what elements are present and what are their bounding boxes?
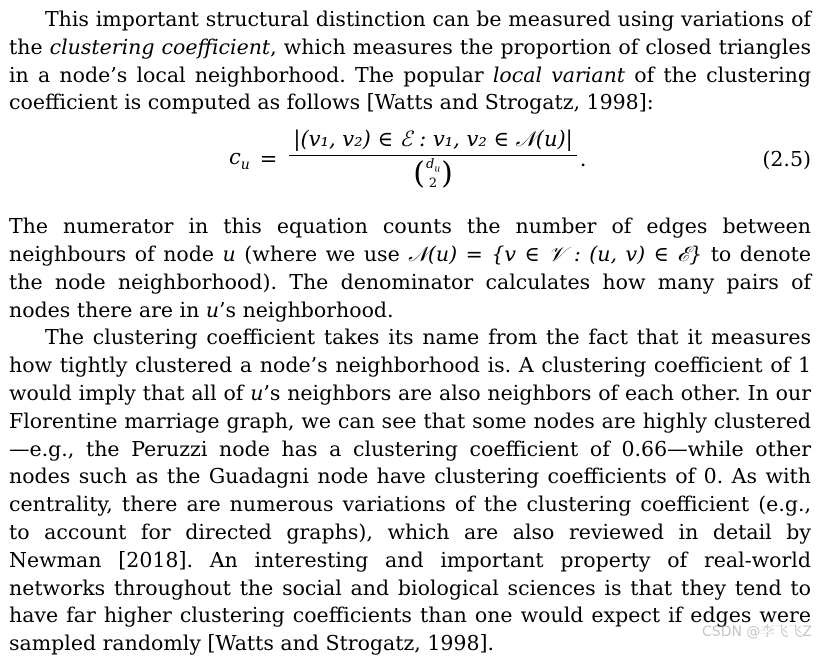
variable-u: u bbox=[205, 297, 220, 322]
equation-numerator: |(v₁, v₂) ∈ ℰ : v₁, v₂ ∈ 𝒩(u)| bbox=[289, 127, 576, 156]
paragraph-numerator-explanation bbox=[9, 213, 811, 324]
equation-2-5 bbox=[9, 119, 811, 211]
paragraph3-text-1: The clustering coefficient takes its name from the fact that it measures how tightly clustered a node’s neighborhood is. A clustering coefficient of 1 would imply that all of bbox=[9, 325, 811, 405]
binomial-bottom: 2 bbox=[428, 175, 438, 191]
paragraph-intro-text-1: This important structural distinction can be measured using variations of the bbox=[9, 7, 811, 59]
binomial-top: d bbox=[426, 157, 435, 173]
variable-u: u bbox=[250, 380, 264, 405]
equation-lhs-symbol: c bbox=[229, 144, 241, 169]
paragraph2-text-4: ’s neighborhood. bbox=[219, 297, 394, 322]
equation-denominator bbox=[413, 156, 453, 191]
equation-number: (2.5) bbox=[762, 147, 811, 172]
equation-lhs-subscript: u bbox=[240, 157, 250, 174]
watermark: CSDN @李飞飞Z bbox=[702, 624, 812, 640]
document-page bbox=[9, 6, 811, 658]
equation-lhs bbox=[229, 145, 250, 173]
paragraph-clustering-discussion bbox=[9, 324, 811, 658]
neighborhood-set-definition: 𝒩(u) = {v ∈ 𝒱 : (u, v) ∈ ℰ} bbox=[408, 241, 703, 266]
paragraph-intro-text-3: of the clustering coefficient is computed as follows [Watts and Strogatz, 1998]: bbox=[9, 62, 811, 115]
paragraph2-text-1: The numerator in this equation counts the number of edges between neighbours of node bbox=[9, 214, 811, 266]
equation-equals: = bbox=[259, 146, 278, 171]
paragraph2-text-2: (where we use bbox=[235, 241, 409, 266]
equation-body bbox=[229, 127, 586, 191]
equation-period: . bbox=[579, 146, 587, 171]
paragraph-intro bbox=[9, 6, 811, 117]
term-local-variant: local variant bbox=[492, 62, 626, 87]
paragraph3-text-2: ’s neighbors are also neighbors of each other. In our Florentine marriage graph, we can see that some nodes are highly clustered—e.g., the Peruzzi node has a clustering coefficient of 0.66—while other nodes such as the Guadagni node have clustering coefficients of 0. As with centrality, there are numerous variations of the clustering coefficient (e.g., to account for directed graphs), which are also reviewed in detail by Newman [2018]. An interesting and important property of real-world networks throughout the social and biological sciences is that they tend to have far higher clustering coefficients than one would expect if edges were sampled randomly [Watts and Strogatz, 1998]. bbox=[9, 380, 811, 656]
term-clustering-coefficient: clustering coefficient bbox=[49, 34, 271, 59]
paragraph-intro-text-2: , which measures the proportion of closed triangles in a node’s local neighborhood. The popular bbox=[9, 34, 811, 87]
binomial-coefficient: ( $d_u$ 2 ) bbox=[413, 156, 453, 192]
binomial-top-subscript: u bbox=[434, 164, 441, 175]
equation-fraction bbox=[289, 127, 576, 191]
paragraph2-text-3: to denote the node neighborhood). The denominator calculates how many pairs of nodes there are in bbox=[9, 241, 811, 322]
variable-u: u bbox=[222, 241, 236, 266]
